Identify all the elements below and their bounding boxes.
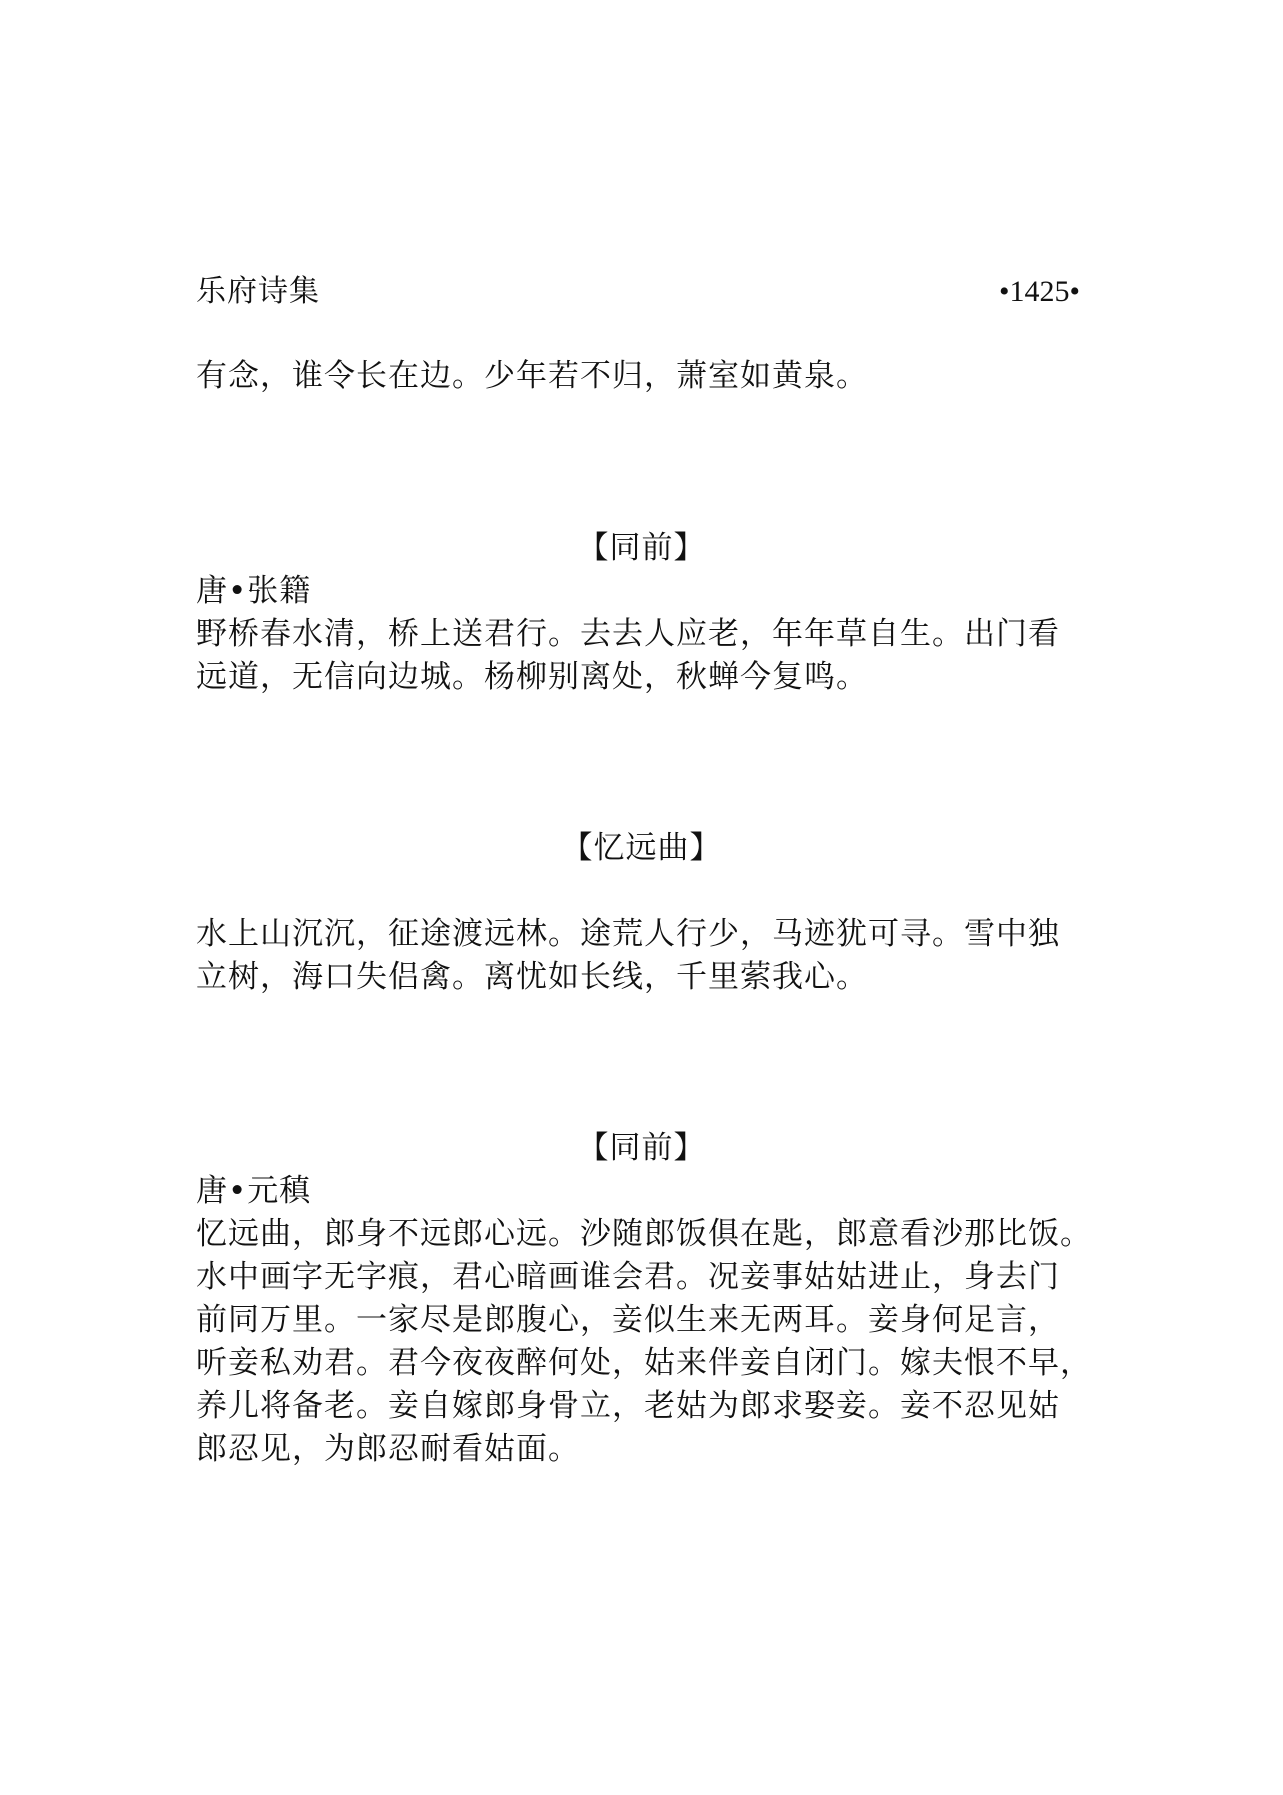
poem-line: 有念，谁令长在边。少年若不归，萧室如黄泉。 [196,358,868,394]
poem-line: 养儿将备老。妾自嫁郎身骨立，老姑为郎求娶妾。妾不忍见姑 [196,1388,1060,1424]
section-title: 【同前】 [577,530,706,566]
poem-line: 听妾私劝君。君今夜夜醉何处，姑来伴妾自闭门。嫁夫恨不早， [196,1345,1092,1381]
poem-line: 忆远曲，郎身不远郎心远。沙随郎饭俱在匙，郎意看沙那比饭。 [196,1216,1092,1252]
continuation-text [196,355,1126,398]
poem-line: 远道，无信向边城。杨柳别离处，秋蝉今复鸣。 [196,659,868,695]
page-number: •1425• [998,275,1080,308]
page-header [196,270,1080,314]
poem-line: 水中画字无字痕，君心暗画谁会君。况妾事姑姑进止，身去门 [196,1259,1060,1295]
section-body [196,1213,1126,1471]
section-body [196,913,1126,999]
section-author: 唐•元稹 [196,1173,312,1209]
poem-line: 水上山沉沉，征途渡远林。途荒人行少，马迹犹可寻。雪中独 [196,916,1060,952]
poem-line: 郎忍见，为郎忍耐看姑面。 [196,1431,580,1467]
section-body [196,613,1126,699]
section-author: 唐•张籍 [196,573,312,609]
poem-line: 前同万里。一家尽是郎腹心，妾似生来无两耳。妾身何足言， [196,1302,1060,1338]
section-title: 【忆远曲】 [561,830,722,866]
section-title: 【同前】 [577,1130,706,1166]
poem-line: 野桥春水清，桥上送君行。去去人应老，年年草自生。出门看 [196,616,1060,652]
poem-line: 立树，海口失侣禽。离忧如长线，千里萦我心。 [196,959,868,995]
book-title: 乐府诗集 [196,274,320,309]
